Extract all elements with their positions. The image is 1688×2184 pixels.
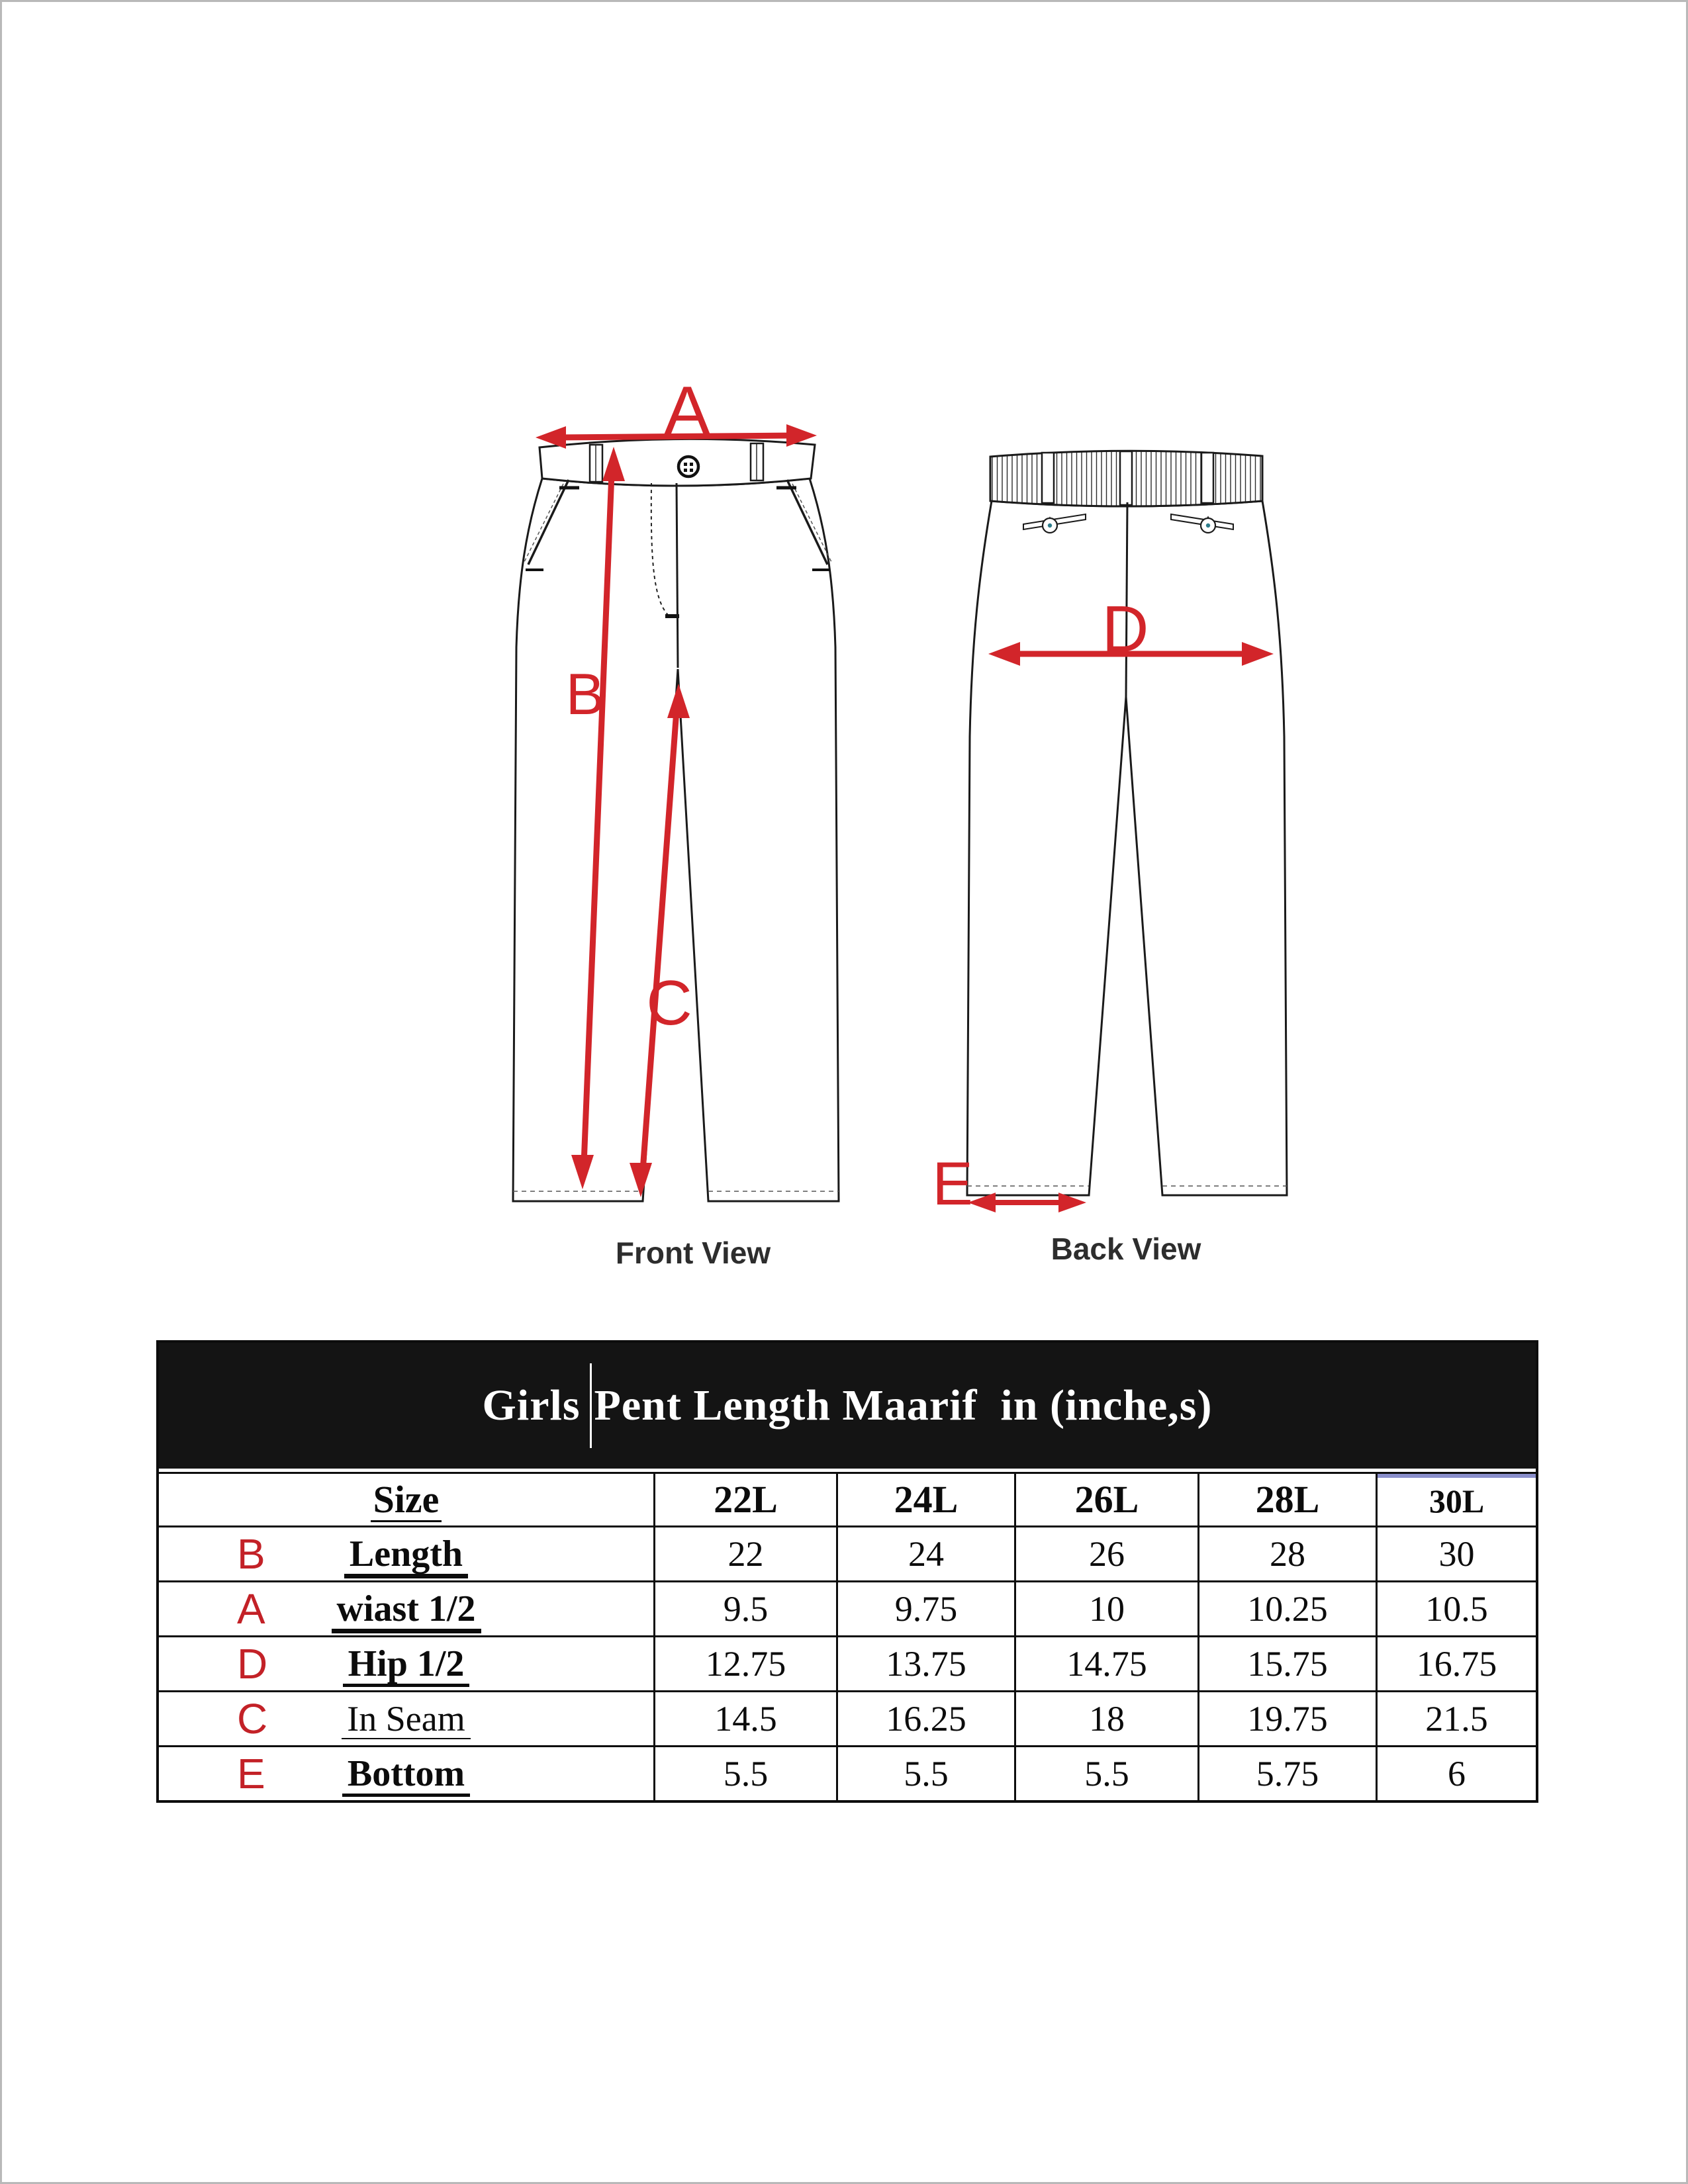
front-waist-button — [679, 457, 698, 477]
row-label-length: Length — [344, 1535, 468, 1578]
waist-24l: 9.75 — [838, 1582, 1016, 1635]
header-22l: 22L — [655, 1474, 838, 1525]
row-letter-d: D — [237, 1640, 268, 1688]
row-letter-b: B — [237, 1530, 265, 1578]
header-30l: 30L — [1378, 1474, 1536, 1525]
inseam-22l: 14.5 — [655, 1692, 838, 1745]
row-letter-a: A — [237, 1585, 265, 1633]
measure-label-e: E — [932, 1150, 973, 1218]
row-letter-e: E — [237, 1750, 265, 1797]
row-letter-c: C — [237, 1695, 268, 1743]
table-row-waist — [159, 1580, 1536, 1635]
size-grid — [159, 1472, 1536, 1800]
front-belt-loop-left — [590, 445, 602, 482]
size-table — [156, 1340, 1538, 1803]
length-22l: 22 — [655, 1527, 838, 1580]
table-row-hip — [159, 1635, 1536, 1690]
hip-22l: 12.75 — [655, 1637, 838, 1690]
front-belt-loop-right — [751, 443, 763, 480]
row-label-bottom: Bottom — [342, 1754, 470, 1797]
inseam-28l: 19.75 — [1199, 1692, 1378, 1745]
waist-22l: 9.5 — [655, 1582, 838, 1635]
front-pants-outline — [513, 478, 839, 1201]
hip-30l: 16.75 — [1416, 1644, 1497, 1684]
measure-label-a: A — [663, 372, 711, 450]
header-26l: 26L — [1016, 1474, 1199, 1525]
inseam-30l: 21.5 — [1425, 1699, 1488, 1739]
bottom-24l: 5.5 — [838, 1747, 1016, 1800]
length-26l: 26 — [1016, 1527, 1199, 1580]
table-row-bottom — [159, 1745, 1536, 1800]
bottom-26l: 5.5 — [1016, 1747, 1199, 1800]
header-28l: 28L — [1199, 1474, 1378, 1525]
header-24l: 24L — [838, 1474, 1016, 1525]
front-view-drawing — [465, 373, 876, 1213]
waist-30l: 10.5 — [1425, 1589, 1488, 1629]
back-view-drawing — [915, 399, 1339, 1226]
header-size: Size — [159, 1474, 655, 1525]
text-cursor-icon — [590, 1363, 592, 1448]
back-belt-loop-right — [1201, 453, 1213, 503]
hip-24l: 13.75 — [838, 1637, 1016, 1690]
bottom-30l: 6 — [1448, 1754, 1466, 1794]
length-24l: 24 — [838, 1527, 1016, 1580]
table-title-band — [159, 1343, 1536, 1469]
back-belt-loop-center — [1120, 451, 1132, 505]
table-title-part2: Pent Length Maarif in (inche,s) — [594, 1381, 1213, 1430]
row-label-inseam: In Seam — [342, 1700, 470, 1739]
back-view-caption: Back View — [1051, 1232, 1201, 1266]
waist-26l: 10 — [1016, 1582, 1199, 1635]
table-header-row — [159, 1474, 1536, 1525]
inseam-26l: 18 — [1016, 1692, 1199, 1745]
row-label-hip: Hip 1/2 — [343, 1645, 470, 1687]
length-30l: 30 — [1438, 1534, 1475, 1574]
bottom-28l: 5.75 — [1199, 1747, 1378, 1800]
back-belt-loop-left — [1042, 453, 1054, 503]
measure-label-b: B — [565, 661, 605, 727]
row-label-waist: wiast 1/2 — [332, 1590, 481, 1633]
front-view-caption: Front View — [615, 1236, 771, 1270]
bottom-22l: 5.5 — [655, 1747, 838, 1800]
hip-26l: 14.75 — [1016, 1637, 1199, 1690]
table-title-part1: Girls — [482, 1381, 581, 1430]
hip-28l: 15.75 — [1199, 1637, 1378, 1690]
front-center-seam — [677, 483, 678, 668]
length-28l: 28 — [1199, 1527, 1378, 1580]
table-row-inseam — [159, 1690, 1536, 1745]
waist-28l: 10.25 — [1199, 1582, 1378, 1635]
table-row-length — [159, 1525, 1536, 1580]
inseam-24l: 16.25 — [838, 1692, 1016, 1745]
measure-label-d: D — [1102, 592, 1149, 665]
measure-label-c: C — [646, 968, 692, 1038]
